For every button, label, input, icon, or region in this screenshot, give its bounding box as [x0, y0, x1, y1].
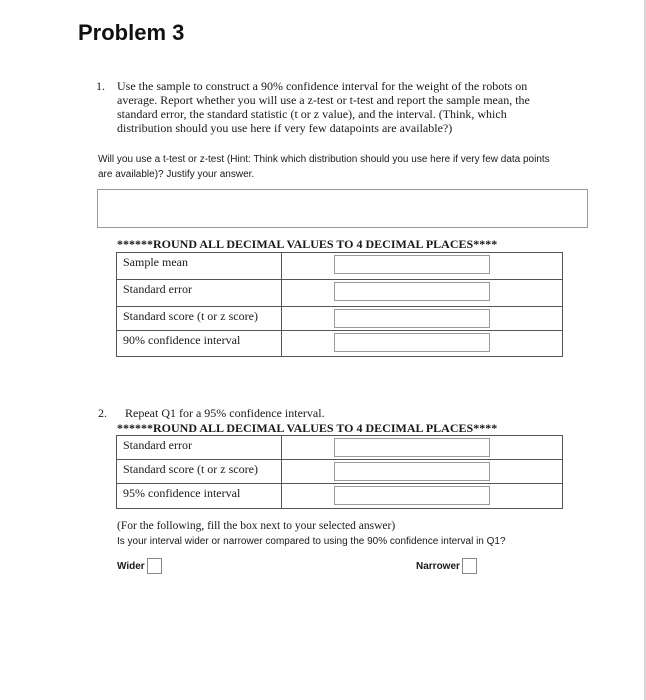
question-1 — [96, 79, 556, 135]
confidence-interval-input[interactable] — [334, 486, 490, 505]
row-label: Standard error — [117, 280, 282, 307]
question-2-text: Repeat Q1 for a 95% confidence interval. — [125, 406, 325, 420]
table-row — [117, 436, 563, 460]
table-row — [117, 307, 563, 331]
q2-rounding-note: ******ROUND ALL DECIMAL VALUES TO 4 DECIMAL PLACES**** — [117, 421, 498, 435]
standard-error-input[interactable] — [334, 282, 490, 301]
followup-instruction: (For the following, fill the box next to your selected answer) — [117, 520, 396, 532]
table-row — [117, 253, 563, 280]
question-2 — [98, 406, 325, 421]
table-row — [117, 280, 563, 307]
row-label: Standard score (t or z score) — [117, 307, 282, 331]
row-label: Sample mean — [117, 253, 282, 280]
narrower-checkbox[interactable] — [462, 558, 477, 574]
table-row — [117, 484, 563, 509]
question-2-number: 2. — [98, 406, 107, 420]
question-1-text: Use the sample to construct a 90% confidence interval for the weight of the robots on average. Report whether you will use a z-test or t-test and report the sample mean, the standard error, the standard statistic (t or z value), and the interval. (Think, which distribution should you use here if very few datapoints are available?) — [117, 79, 530, 135]
narrower-option — [416, 558, 477, 574]
row-label: Standard score (t or z score) — [117, 460, 282, 484]
confidence-interval-input[interactable] — [334, 333, 490, 352]
standard-error-input[interactable] — [334, 438, 490, 457]
row-label: 90% confidence interval — [117, 331, 282, 357]
table-row — [117, 460, 563, 484]
q1-rounding-note: ******ROUND ALL DECIMAL VALUES TO 4 DECIMAL PLACES**** — [117, 237, 498, 251]
standard-score-input[interactable] — [334, 309, 490, 328]
wider-label: Wider — [117, 560, 145, 572]
q1-answer-table — [116, 252, 563, 357]
narrower-label: Narrower — [416, 560, 460, 572]
row-label: Standard error — [117, 436, 282, 460]
standard-score-input[interactable] — [334, 462, 490, 481]
ttest-hint-question: Will you use a t-test or z-test (Hint: Think which distribution should you use here if very few data points are available)? Justify your answer. — [98, 154, 550, 180]
q2-answer-table — [116, 435, 563, 509]
wider-checkbox[interactable] — [147, 558, 162, 574]
row-label: 95% confidence interval — [117, 484, 282, 509]
sample-mean-input[interactable] — [334, 255, 490, 274]
question-1-number: 1. — [96, 79, 105, 93]
table-row — [117, 331, 563, 357]
wider-option — [117, 558, 162, 574]
justification-answer-box[interactable] — [97, 189, 588, 228]
page-title: Problem 3 — [78, 20, 185, 45]
width-comparison-question: Is your interval wider or narrower compared to using the 90% confidence interval in Q1? — [117, 536, 506, 547]
